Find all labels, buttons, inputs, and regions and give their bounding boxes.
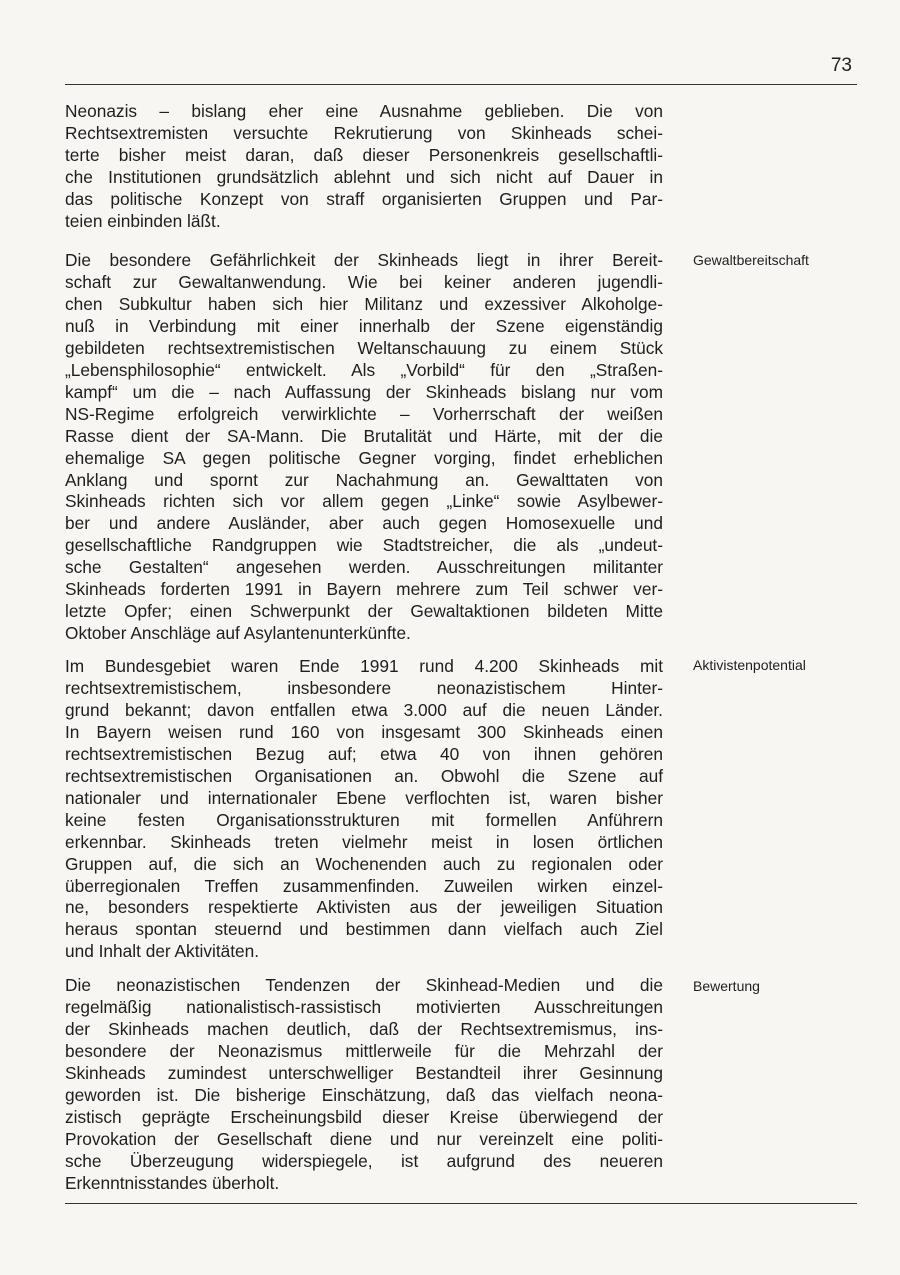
text-line: chen Subkultur haben sich hier Militanz und exzessiver Alkoholge- — [65, 293, 663, 314]
text-line: heraus spontan steuernd und bestimmen dann vielfach auch Ziel — [65, 919, 663, 940]
text-line: ber und andere Ausländer, aber auch gegen Homosexuelle und — [65, 513, 663, 534]
text-line: sche Gestalten“ angesehen werden. Ausschreitungen militanter — [65, 557, 663, 578]
text-line: rechtsextremistischen Organisationen an. Obwohl die Szene auf — [65, 765, 663, 786]
text-line: ne, besonders respektierte Aktivisten aus der jeweiligen Situation — [65, 897, 663, 918]
text-line: schaft zur Gewaltanwendung. Wie bei keiner anderen jugendli- — [65, 271, 663, 292]
text-line: In Bayern weisen rund 160 von insgesamt 300 Skinheads einen — [65, 721, 663, 742]
text-line: Im Bundesgebiet waren Ende 1991 rund 4.200 Skinheads mit — [65, 656, 663, 676]
text-line: letzte Opfer; einen Schwerpunkt der Gewaltaktionen bildeten Mitte — [65, 601, 663, 622]
text-line: Erkenntnisstandes überholt. — [65, 1172, 280, 1193]
text-line: keine festen Organisationsstrukturen mit formellen Anführern — [65, 809, 663, 830]
text-line: Rechtsextremisten versuchte Rekrutierung von Skinheads schei- — [65, 122, 663, 143]
text-line: das politische Konzept von straff organisierten Gruppen und Par- — [65, 188, 663, 209]
text-line: Rasse dient der SA-Mann. Die Brutalität und Härte, mit der die — [65, 425, 663, 446]
text-line: Die neonazistischen Tendenzen der Skinhead-Medien und die — [65, 975, 663, 995]
margin-note-aktivistenpotential: Aktivistenpotential — [693, 657, 806, 673]
text-line: ehemalige SA gegen politische Gegner vorging, findet erheblichen — [65, 447, 663, 468]
text-line: NS-Regime erfolgreich verwirklichte – Vorherrschaft der weißen — [65, 403, 663, 424]
text-line: teien einbinden läßt. — [65, 210, 221, 231]
text-line: Die besondere Gefährlichkeit der Skinheads liegt in ihrer Bereit- — [65, 250, 663, 270]
text-line: Skinheads richten sich vor allem gegen „Linke“ sowie Asylbewer- — [65, 491, 663, 512]
text-line: nationaler und internationaler Ebene verflochten ist, waren bisher — [65, 787, 663, 808]
text-line: Skinheads forderten 1991 in Bayern mehrere zum Teil schwer ver- — [65, 579, 663, 600]
text-line: der Skinheads machen deutlich, daß der Rechtsextremismus, ins- — [65, 1018, 663, 1039]
paragraph-gewaltbereitschaft — [65, 250, 663, 645]
text-line: nuß in Verbindung mit einer innerhalb der Szene eigenständig — [65, 315, 663, 336]
text-line: rechtsextremistischem, insbesondere neonazistischem Hinter- — [65, 677, 663, 698]
text-line: che Institutionen grundsätzlich ablehnt und sich nicht auf Dauer in — [65, 166, 663, 187]
paragraph-aktivistenpotential — [65, 656, 663, 963]
paragraph-intro — [65, 101, 663, 233]
text-line: „Lebensphilosophie“ entwickelt. Als „Vorbild“ für den „Straßen- — [65, 359, 663, 380]
text-line: erkennbar. Skinheads treten vielmehr meist in losen örtlichen — [65, 831, 663, 852]
text-line: Gruppen auf, die sich an Wochenenden auch zu regionalen oder — [65, 853, 663, 874]
text-line: Skinheads zumindest unterschwelliger Bestandteil ihrer Gesinnung — [65, 1062, 663, 1083]
paragraph-bewertung — [65, 975, 663, 1195]
text-line: regelmäßig nationalistisch-rassistisch motivierten Ausschreitungen — [65, 996, 663, 1017]
text-line: besondere der Neonazismus mittlerweile für die Mehrzahl der — [65, 1040, 663, 1061]
text-line: gebildeten rechtsextremistischen Weltanschauung zu einem Stück — [65, 337, 663, 358]
text-line: gesellschaftliche Randgruppen wie Stadtstreicher, die als „undeut- — [65, 535, 663, 556]
margin-note-bewertung: Bewertung — [693, 978, 760, 994]
text-line: überregionalen Treffen zusammenfinden. Zuweilen wirken einzel- — [65, 875, 663, 896]
text-line: kampf“ um die – nach Auffassung der Skinheads bislang nur vom — [65, 381, 663, 402]
text-line: rechtsextremistischen Bezug auf; etwa 40 von ihnen gehören — [65, 743, 663, 764]
text-line: Neonazis – bislang eher eine Ausnahme geblieben. Die von — [65, 101, 663, 121]
margin-note-gewaltbereitschaft: Gewaltbereitschaft — [693, 252, 809, 268]
text-line: zistisch geprägte Erscheinungsbild dieser Kreise überwiegend der — [65, 1106, 663, 1127]
bottom-rule — [65, 1203, 857, 1204]
text-line: und Inhalt der Aktivitäten. — [65, 941, 260, 962]
top-rule — [65, 84, 857, 85]
text-line: geworden ist. Die bisherige Einschätzung, daß das vielfach neona- — [65, 1084, 663, 1105]
text-line: sche Überzeugung widerspiegele, ist aufgrund des neueren — [65, 1150, 663, 1171]
text-line: Oktober Anschläge auf Asylantenunterkünfte. — [65, 623, 411, 644]
text-line: grund bekannt; davon entfallen etwa 3.000 auf die neuen Länder. — [65, 699, 663, 720]
text-line: terte bisher meist daran, daß dieser Personenkreis gesellschaftli- — [65, 144, 663, 165]
page-number: 73 — [830, 55, 852, 76]
text-line: Anklang und spornt zur Nachahmung an. Gewalttaten von — [65, 469, 663, 490]
text-line: Provokation der Gesellschaft diene und nur vereinzelt eine politi- — [65, 1128, 663, 1149]
